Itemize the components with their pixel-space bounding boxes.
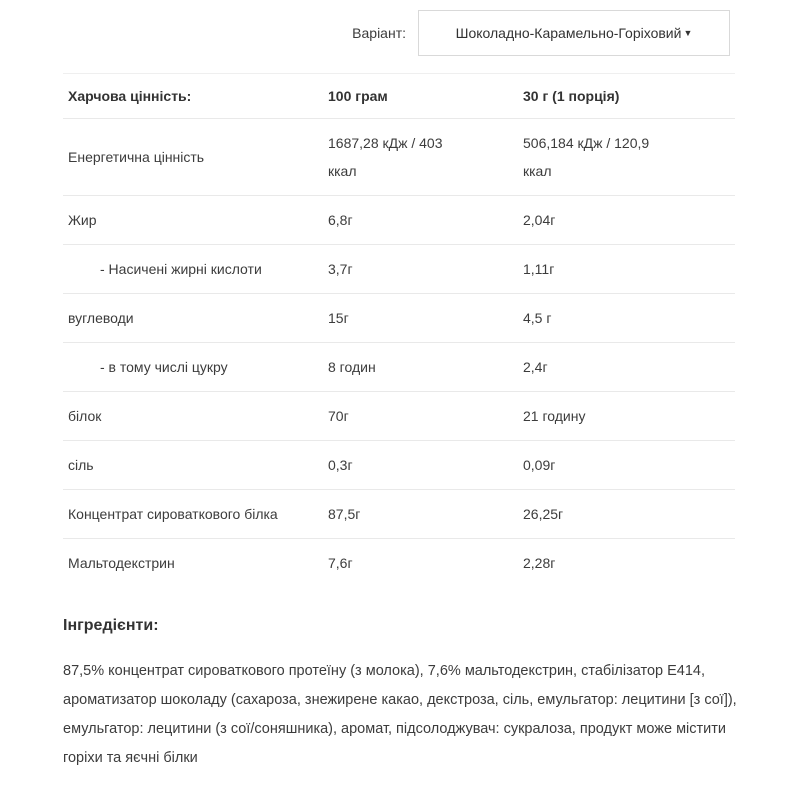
- nutrient-name: - в тому числі цукру: [100, 359, 228, 375]
- value-per-serving: 2,04г: [523, 212, 556, 228]
- nutrient-name: - Насичені жирні кислоти: [100, 261, 262, 277]
- ingredients-text: 87,5% концентрат сироваткового протеїну (з молока), 7,6% мальтодекстрин, стабілізатор Е414, ароматизатор шоколаду (сахароза, знежирене какао, декстроза, сіль, емульгатор: лецитини [з сої]), емульгатор: лецитини (з сої/соняшника), аромат, підсолоджувач: сукралоза, продукт може містити горіхи та яєчні білки: [63, 663, 737, 766]
- value-per-serving: 2,28г: [523, 555, 556, 571]
- nutrient-name: сіль: [68, 457, 94, 473]
- value-per-100g: 70г: [328, 408, 349, 424]
- variant-row: [0, 0, 800, 56]
- variant-label: Варіант:: [352, 25, 406, 41]
- value-per-serving: 4,5 г: [523, 310, 552, 326]
- table-row-saturated-fat: [63, 245, 735, 294]
- table-row-whey-concentrate: [63, 490, 735, 539]
- nutrition-table: [63, 73, 735, 587]
- value-per-serving: 26,25г: [523, 506, 564, 522]
- nutrient-name: Енергетична цінність: [68, 149, 205, 165]
- table-row-sugars: [63, 343, 735, 392]
- nutrient-name: вуглеводи: [68, 310, 134, 326]
- ingredients-title: Інгредієнти:: [63, 617, 159, 634]
- header-nutrient-col: Харчова цінність:: [68, 88, 192, 104]
- value-per-serving: 506,184 кДж / 120,9 ккал: [523, 135, 650, 179]
- table-row-carbs: [63, 294, 735, 343]
- value-per-100g: 15г: [328, 310, 349, 326]
- ingredients-section: [63, 617, 753, 773]
- value-per-100g: 0,3г: [328, 457, 353, 473]
- value-per-100g: 3,7г: [328, 261, 353, 277]
- table-row-salt: [63, 441, 735, 490]
- table-row-maltodextrin: [63, 539, 735, 587]
- nutrient-name: Концентрат сироваткового білка: [68, 506, 278, 522]
- value-per-serving: 2,4г: [523, 359, 548, 375]
- nutrient-name: білок: [68, 408, 102, 424]
- nutrient-name: Жир: [68, 212, 97, 228]
- nutrient-name: Мальтодекстрин: [68, 555, 175, 571]
- value-per-serving: 0,09г: [523, 457, 556, 473]
- table-header-row: [63, 73, 735, 119]
- value-per-serving: 1,11г: [523, 261, 555, 277]
- header-per-100g-col: 100 грам: [328, 88, 388, 104]
- value-per-100g: 6,8г: [328, 212, 353, 228]
- value-per-100g: 8 годин: [328, 359, 376, 375]
- variant-selected-value: Шоколадно-Карамельно-Горіховий: [455, 25, 682, 41]
- value-per-100g: 7,6г: [328, 555, 353, 571]
- value-per-100g: 87,5г: [328, 506, 361, 522]
- chevron-down-icon: ▼: [683, 28, 693, 38]
- header-per-serving-col: 30 г (1 порція): [523, 88, 620, 104]
- table-row-energy: [63, 119, 735, 196]
- variant-dropdown[interactable]: [418, 10, 730, 56]
- value-per-serving: 21 годину: [523, 408, 586, 424]
- table-row-fat: [63, 196, 735, 245]
- value-per-100g: 1687,28 кДж / 403 ккал: [328, 135, 443, 179]
- table-row-protein: [63, 392, 735, 441]
